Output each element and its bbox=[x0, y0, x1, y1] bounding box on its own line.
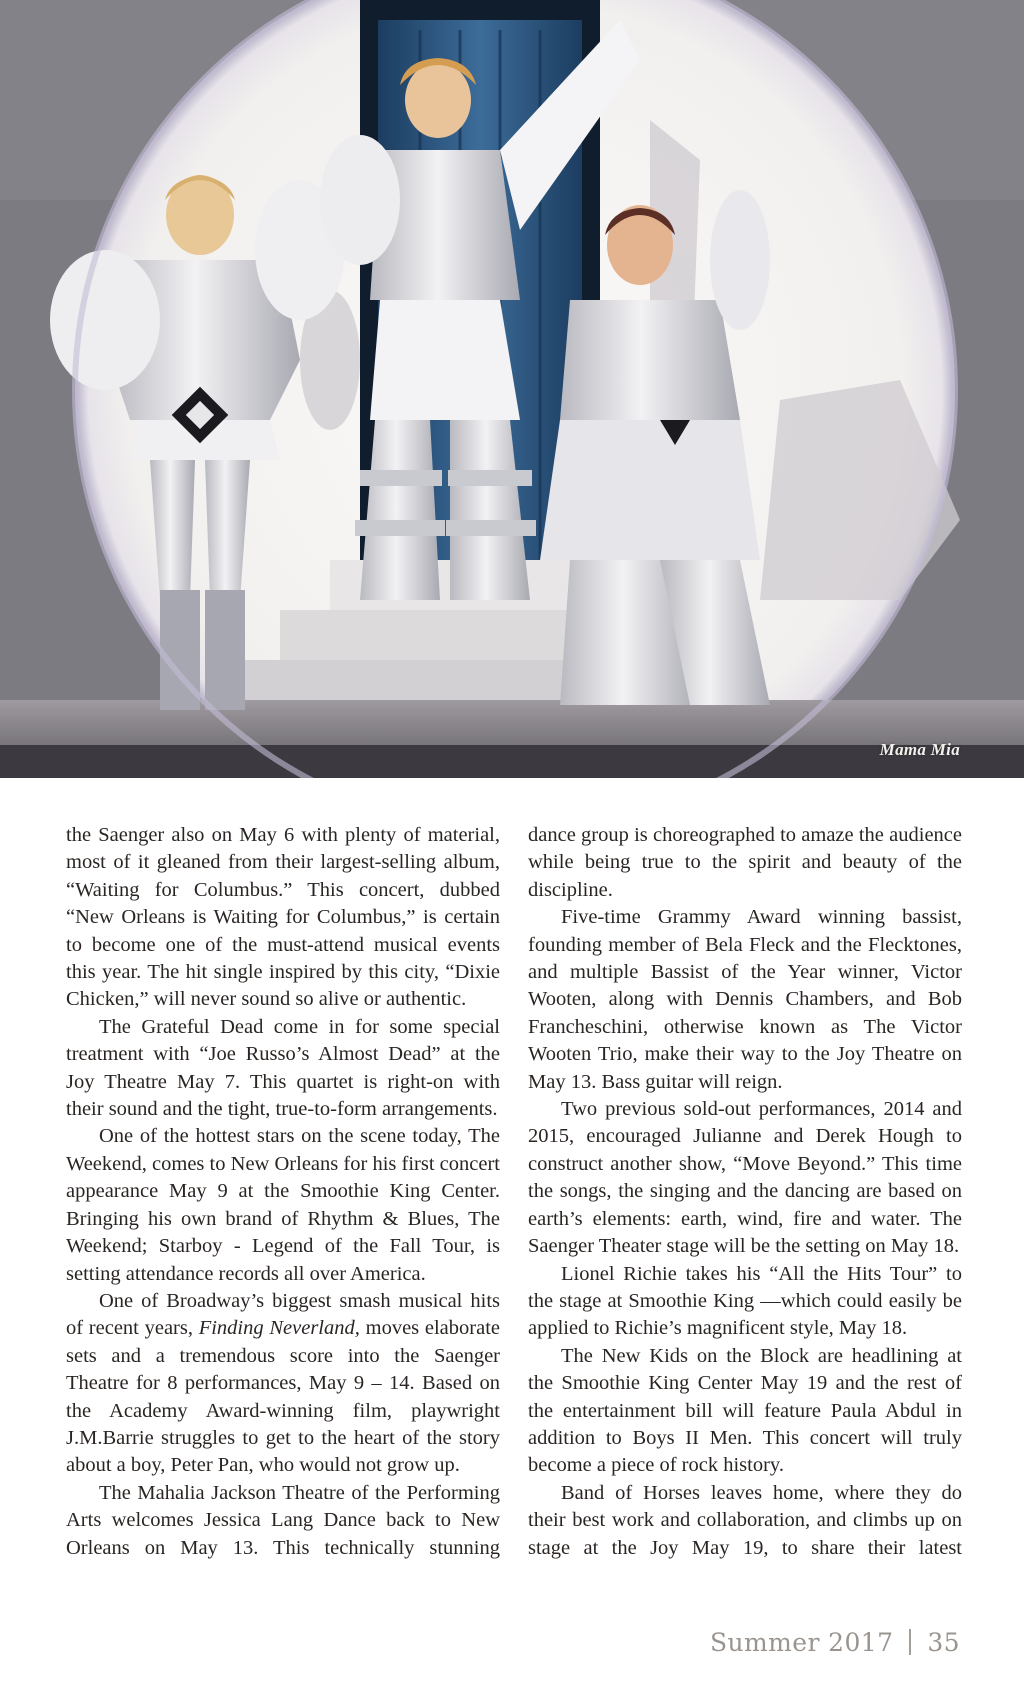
paragraph-text: One of Broadway’s biggest smash musical hits of recent years, bbox=[66, 1289, 500, 1340]
paragraph bbox=[66, 1288, 500, 1480]
paragraph: The Grateful Dead come in for some special treatment with “Joe Russo’s Almost Dead” at the Joy Theatre May 7. This quartet is right-on with their sound and the tight, true-to-form arrangements. bbox=[66, 1015, 500, 1121]
paragraph: The Mahalia Jackson Theatre of the Performing Arts welcomes Jessica Lang Dance back to New Orleans on May 13. This technically stunning bbox=[66, 1481, 500, 1559]
paragraph: Band of Horses leaves home, where they do their best work and collaboration, and climbs up on stage at the Joy May 19, to share their latest bbox=[528, 1481, 962, 1559]
page-footer bbox=[710, 1628, 960, 1657]
show-title: Finding Neverland, bbox=[198, 1317, 360, 1340]
mama-mia-stage-image bbox=[0, 0, 1024, 778]
photo-caption: Mama Mia bbox=[879, 740, 960, 759]
footer-divider bbox=[909, 1629, 911, 1655]
paragraph: Lionel Richie takes his “All the Hits Tour” to the stage at Smoothie King —which could easily be applied to Richie’s magnificent style, May 18. bbox=[528, 1262, 962, 1340]
issue-label: Summer 2017 bbox=[710, 1628, 894, 1657]
paragraph: Five-time Grammy Award winning bassist, founding member of Bela Fleck and the Flecktones, and multiple Bassist of the Year winner, Victor Wooten, along with Dennis Chambers, and Bob Francheschini, otherwise known as The Victor Wooten Trio, make their way to the Joy Theatre on May 13. Bass guitar will reign. bbox=[528, 906, 962, 1093]
paragraph: The New Kids on the Block are headlining at the Smoothie King Center May 19 and the rest of the entertainment bill will feature Paula Abdul in addition to Boys II Men. This concert will truly become a piece of rock history. bbox=[528, 1344, 962, 1477]
stage-photo bbox=[0, 0, 1024, 778]
paragraph: One of the hottest stars on the scene today, The Weekend, comes to New Orleans for his first concert appearance May 9 at the Smoothie King Center. Bringing his own brand of Rhythm & Blues, The Weekend; Starboy - Legend of the Fall Tour, is setting attendance records all over America. bbox=[66, 1125, 500, 1285]
paragraph: dance group is choreographed to amaze the audience while being true to the spirit and beauty of the discipline. bbox=[528, 824, 962, 901]
paragraph: the Saenger also on May 6 with plenty of material, most of it gleaned from their largest-selling album, “Waiting for Columbus.” This concert, dubbed “New Orleans is Waiting for Columbus,” is certain to become one of the must-attend musical events this year. The hit single inspired by this city, “Dixie Chicken,” will never sound so alive or authentic. bbox=[66, 824, 500, 1011]
paragraph-text: moves elaborate sets and a tremendous score into the Saenger Theatre for 8 performances, May 9 – 14. Based on the Academy Award-winning film, playwright J.M.Barrie struggles to get to the heart of the story about a boy, Peter Pan, who would not grow up. bbox=[66, 1317, 500, 1477]
article-column-left bbox=[66, 822, 500, 1562]
page-number: 35 bbox=[927, 1628, 960, 1657]
paragraph: Two previous sold-out performances, 2014 and 2015, encouraged Julianne and Derek Hough to construct another show, “Move Beyond.” This time the songs, the singing and the dancing are based on earth’s elements: earth, wind, fire and water. The Saenger Theater stage will be the setting on May 18. bbox=[528, 1098, 962, 1258]
article-column-right bbox=[528, 822, 962, 1562]
